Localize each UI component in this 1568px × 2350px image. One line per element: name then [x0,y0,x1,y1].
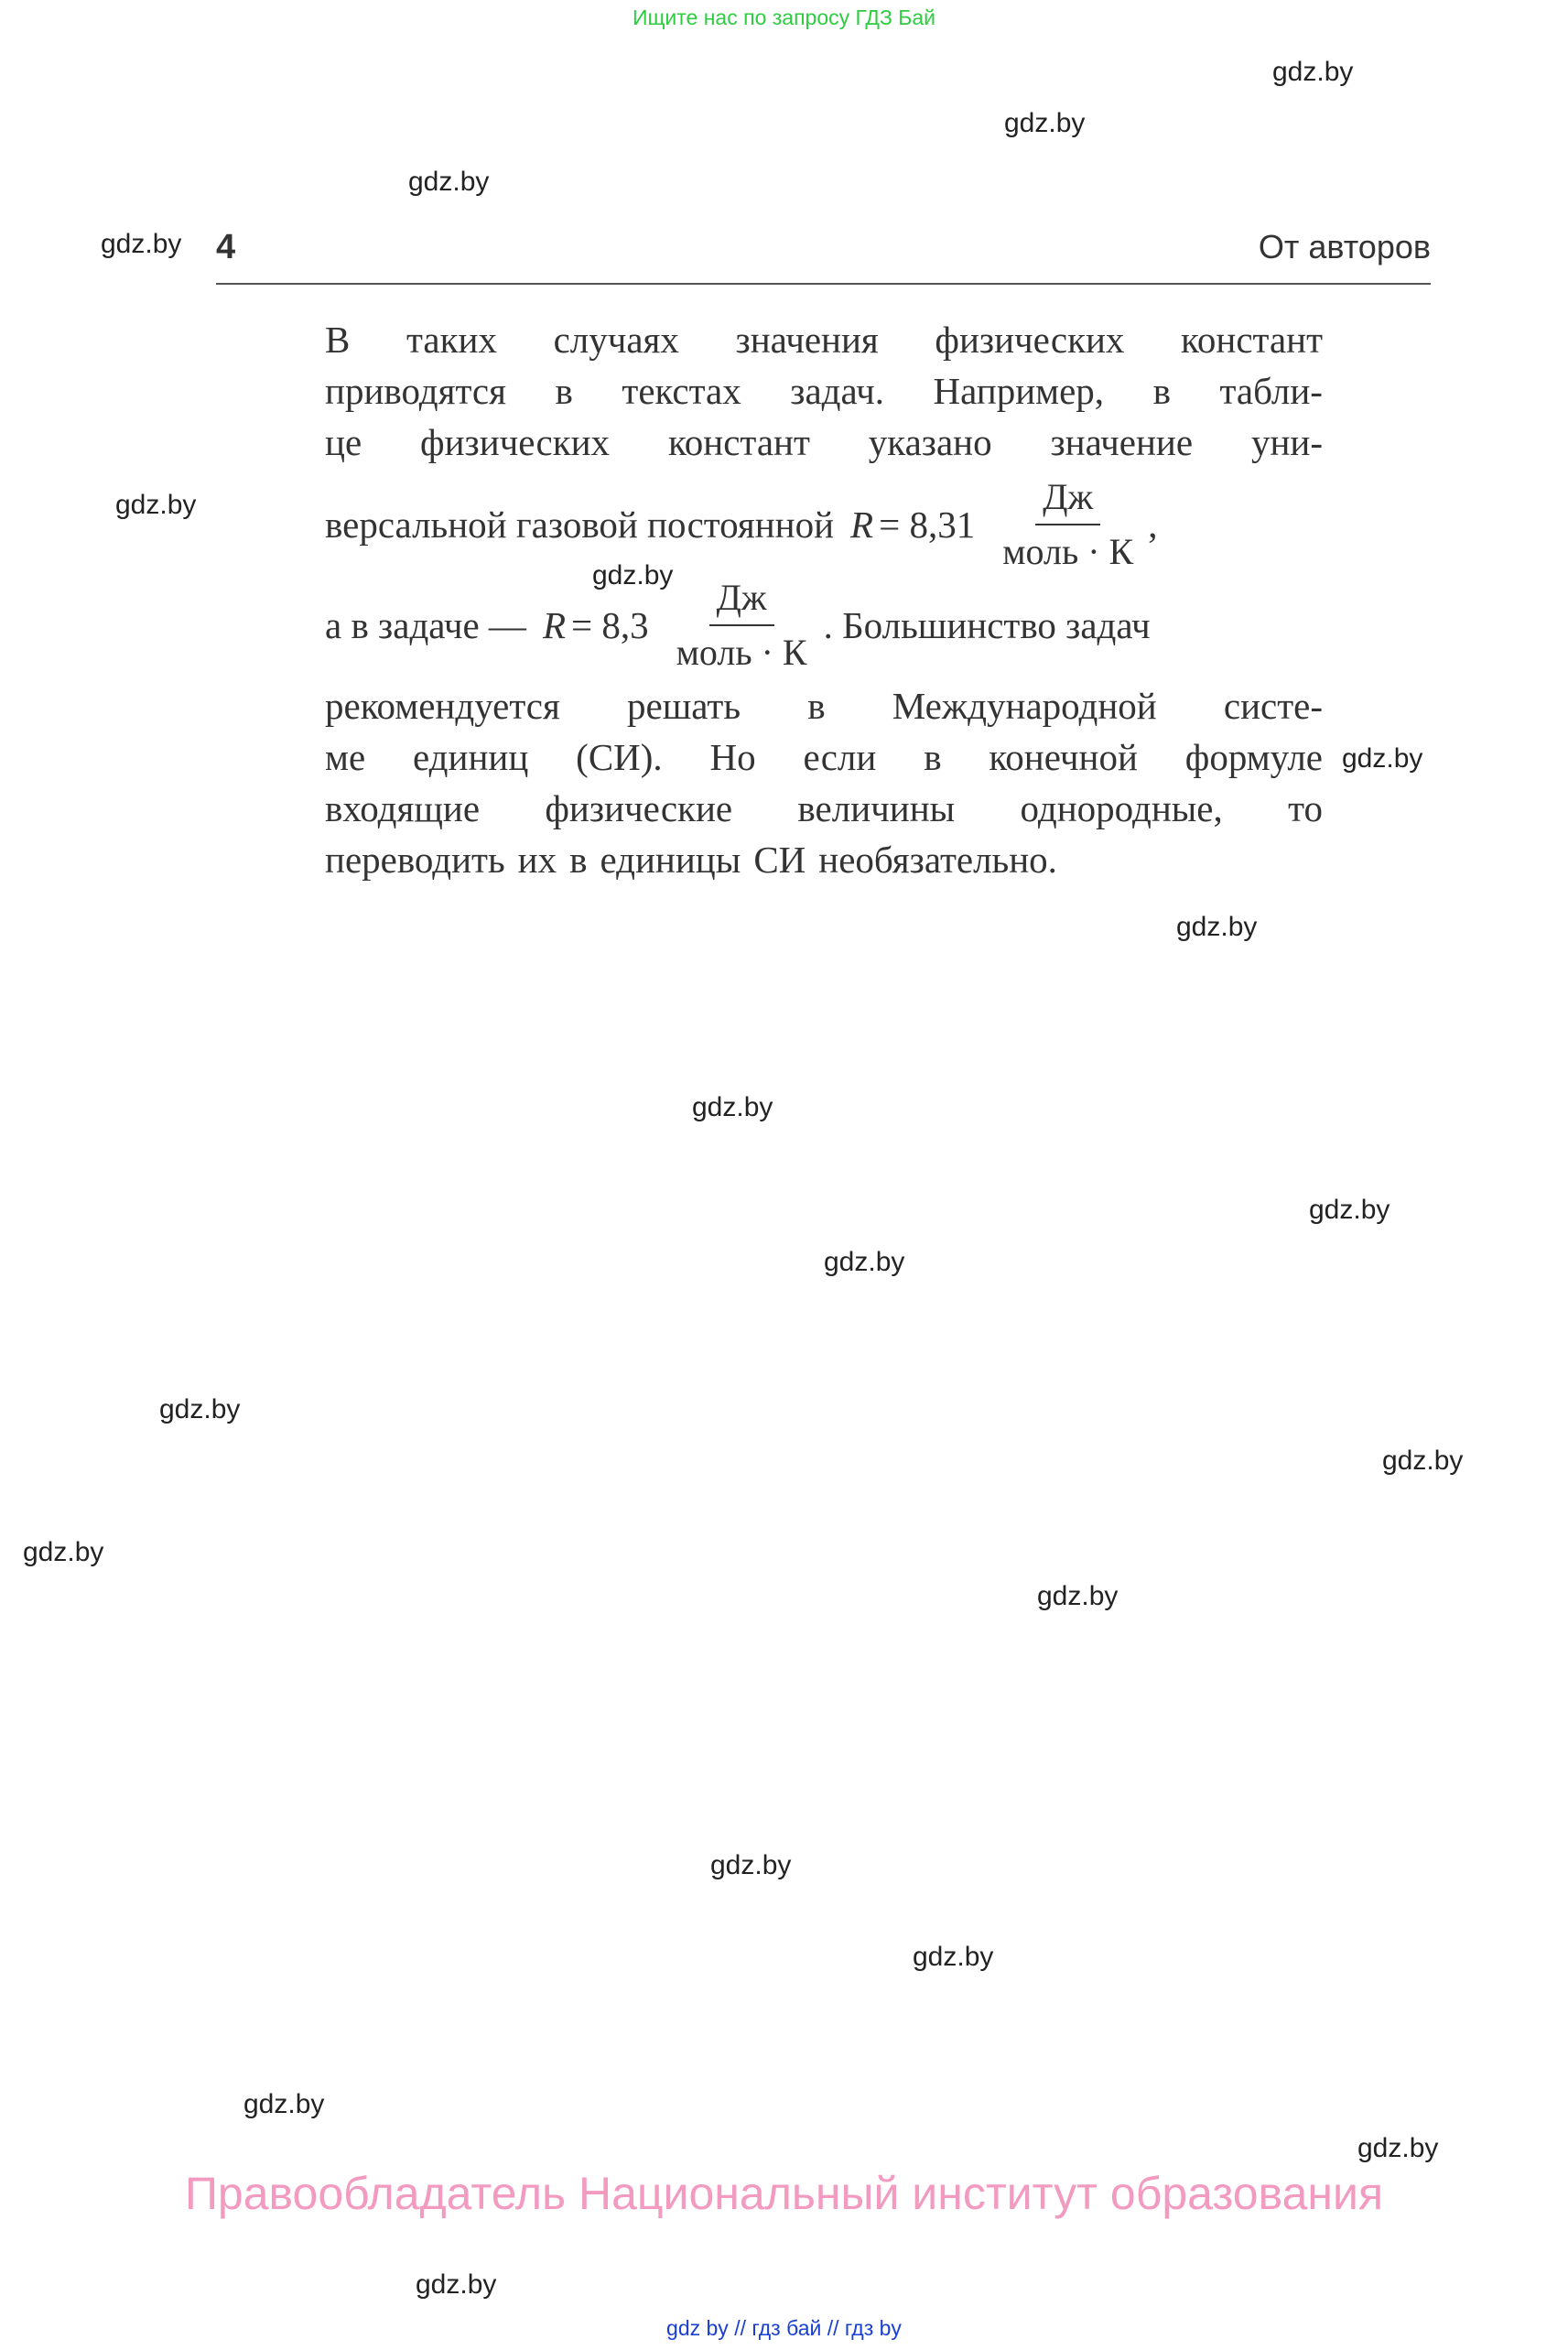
watermark: gdz.by [1272,57,1354,87]
text-line [325,783,1323,834]
word: случаях [553,319,679,361]
word: указано [868,421,992,463]
word: их [517,839,557,881]
word: задач. [790,370,884,412]
body-paragraph-continued [325,680,1323,885]
text-line [325,834,1323,885]
word: Но [709,736,756,778]
word: в [807,685,826,727]
word: необязательно. [818,839,1057,881]
word: единиц [413,736,529,778]
fraction-numerator: Дж [709,575,774,626]
running-title: От авторов [1258,228,1431,265]
formula-line-1 [325,474,1323,575]
watermark: gdz.by [115,490,197,520]
watermark: gdz.by [1342,743,1423,774]
watermark: gdz.by [1357,2133,1439,2163]
word: таких [406,319,497,361]
gas-constant-formula [543,575,815,676]
unit-fraction [669,575,815,676]
word: це [325,421,362,463]
word: физические [545,787,733,829]
line-text: версальной газовой постоянной [325,504,835,546]
word: то [1288,787,1323,829]
fraction-denominator: моль · К [676,632,807,673]
watermark: gdz.by [23,1537,104,1567]
watermark: gdz.by [1004,108,1086,138]
formula-variable: R [542,604,566,646]
watermark: gdz.by [101,229,182,259]
word: значения [735,319,879,361]
formula-punctuation: , [1148,504,1158,546]
formula-line-2 [325,575,1323,676]
text-line [325,365,1323,417]
word: ме [325,736,366,778]
fraction-denominator: моль · К [1002,531,1134,572]
watermark: gdz.by [824,1247,905,1277]
word: если [803,736,877,778]
word: констант [667,421,810,463]
word: единицы [600,839,741,881]
watermark: gdz.by [243,2089,325,2119]
word: в [555,370,573,412]
watermark: gdz.by [1309,1195,1390,1225]
word: в [924,736,942,778]
watermark: gdz.by [1382,1446,1464,1476]
text-line [325,680,1323,731]
footer-links[interactable]: gdz by // гдз бай // гдз by [666,2316,902,2340]
body-paragraph [325,314,1323,468]
word: табли- [1219,370,1323,412]
watermark: gdz.by [1176,912,1258,942]
gas-constant-formula [850,474,1157,575]
word: Международной [892,685,1157,727]
word: рекомендуется [325,685,560,727]
watermark: gdz.by [710,1850,792,1880]
line-text: . Большинство задач [823,604,1151,646]
watermark: gdz.by [913,1942,994,1972]
word: приводятся [325,370,506,412]
word: физических [420,421,611,463]
text-line [325,314,1323,365]
word: решать [627,685,741,727]
line-text: а в задаче — [325,604,526,646]
word: конечной [989,736,1138,778]
formula-variable: R [850,504,874,546]
word: СИ [753,839,806,881]
word: формуле [1184,736,1323,778]
word: физических [935,319,1125,361]
text-line [325,731,1323,783]
word: В [325,319,351,361]
word: в [569,839,588,881]
word: однородные, [1020,787,1223,829]
copyright-notice: Правообладатель Национальный институт образования [184,2168,1384,2219]
watermark: gdz.by [416,2269,497,2300]
watermark: gdz.by [1037,1581,1119,1611]
unit-fraction [995,474,1141,575]
word: констант [1181,319,1323,361]
word: переводить [325,839,505,881]
word: систе- [1223,685,1323,727]
word: (СИ). [576,736,663,778]
formula-value: = 8,31 [879,504,976,546]
word: значение [1050,421,1194,463]
fraction-numerator: Дж [1035,474,1100,525]
text-line [325,417,1323,468]
watermark: gdz.by [692,1092,773,1122]
word: Например, [933,370,1105,412]
word: текстах [622,370,741,412]
watermark: gdz.by [159,1394,241,1424]
page-number: 4 [216,228,236,266]
word: уни- [1250,421,1323,463]
watermark: gdz.by [592,560,674,590]
page-header [216,222,1431,285]
top-banner[interactable]: Ищите нас по запросу ГДЗ Бай [632,5,936,29]
word: величины [797,787,956,829]
word: входящие [325,787,481,829]
formula-value: = 8,3 [570,604,649,646]
word: в [1152,370,1171,412]
watermark: gdz.by [408,167,490,197]
